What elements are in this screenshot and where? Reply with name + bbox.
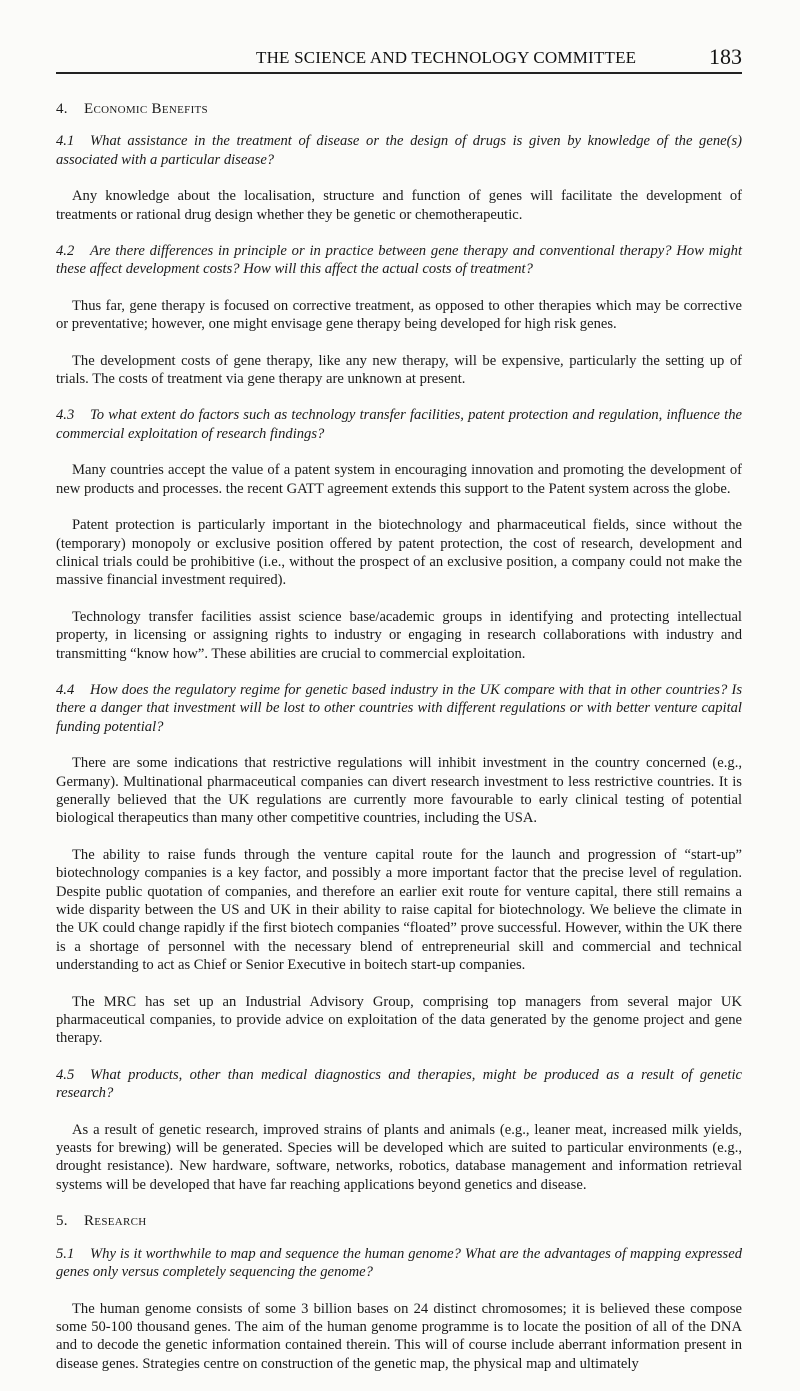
section-title: Research — [84, 1213, 147, 1230]
question-number: 4.3 — [56, 407, 75, 424]
question-text: What products, other than medical diagnostics and therapies, might be produced as a result of genetic research? — [56, 1066, 742, 1102]
question-text: Why is it worthwhile to map and sequence the human genome? What are the advantages of mapping expressed genes only versus completely sequencing the genome? — [56, 1245, 742, 1281]
section-heading-5 — [56, 1212, 742, 1230]
paragraph: Patent protection is particularly important in the biotechnology and pharmaceutical fields, since without the (temporary) monopoly or exclusive position offered by patent protection, the cost of research, development and clinical trials could be prohibitive (i.e., without the prospect of an exclusive position, a company could not make the massive financial investment required). — [56, 517, 742, 589]
question-4-1 — [56, 132, 742, 169]
paragraph: Any knowledge about the localisation, structure and function of genes will facilitate the development of treatments or rational drug design whether they be genetic or chemotherapeutic. — [56, 188, 742, 223]
question-text: What assistance in the treatment of disease or the design of drugs is given by knowledge of the gene(s) associated with a particular disease? — [56, 133, 742, 168]
paragraph: Thus far, gene therapy is focused on corrective treatment, as opposed to other therapies which may be corrective or preventative; however, one might envisage gene therapy being developed for high risk genes. — [56, 297, 742, 333]
question-number: 5.1 — [56, 1245, 75, 1262]
header-rule — [56, 72, 742, 74]
section-number: 5. — [56, 1213, 68, 1230]
section-heading-4 — [56, 100, 742, 118]
paragraph: The human genome consists of some 3 billion bases on 24 distinct chromosomes; it is believed these compose some 50-100 thousand genes. The aim of the human genome programme is to locate the position of all of the DNA and to decode the genetic information contained therein. This will of course include aberrant information present in disease genes. Strategies centre on construction of the genetic map, the physical map and ultimately — [56, 1300, 742, 1372]
question-text: Are there differences in principle or in practice between gene therapy and conventional therapy? How might these affect development costs? How will this affect the actual costs of treatment? — [56, 243, 742, 278]
question-number: 4.2 — [56, 243, 75, 260]
paragraph: As a result of genetic research, improved strains of plants and animals (e.g., leaner meat, increased milk yields, yeasts for brewing) will be generated. Species will be developed which are suited to particular environments (e.g., drought resistance). New hardware, software, networks, robotics, database management and information retrieval systems will be developed that have far reaching applications beyond genetics and disease. — [56, 1121, 742, 1193]
running-title: THE SCIENCE AND TECHNOLOGY COMMITTEE — [256, 48, 637, 67]
question-4-5 — [56, 1066, 742, 1103]
paragraph: The development costs of gene therapy, like any new therapy, will be expensive, particularly the setting up of trials. The costs of treatment via gene therapy are unknown at present. — [56, 352, 742, 388]
paragraph: There are some indications that restrictive regulations will inhibit investment in the country concerned (e.g., Germany). Multinational pharmaceutical companies can divert research investment to less restrictive countries. It is generally believed that the UK regulations are currently more favourable to early clinical testing of potential biological therapeutics than many other competitive countries, including the USA. — [56, 755, 742, 827]
paragraph: The ability to raise funds through the venture capital route for the launch and progression of “start-up” biotechnology companies is a key factor, and possibly a more important factor that the precise level of regulation. Despite public quotation of companies, and therefore an earlier exit route for venture capital, there still remains a wide disparity between the US and UK in their ability to raise capital for biotechnology. We believe the climate in the UK could change rapidly if the first biotech companies “floated” prove successful. However, within the UK there is a shortage of personnel with the necessary blend of entrepreneurial skill and commercial and technical understanding to act as Chief or Senior Executive in boitech start-up companies. — [56, 846, 742, 974]
paragraph: Technology transfer facilities assist science base/academic groups in identifying and protecting intellectual property, in licensing or assigning rights to industry or engaging in research collaborations with industry and transmitting “know how”. These abilities are crucial to commercial exploitation. — [56, 608, 742, 662]
question-4-4 — [56, 681, 742, 736]
question-4-3 — [56, 406, 742, 443]
running-header — [56, 44, 742, 70]
question-4-2 — [56, 242, 742, 279]
question-number: 4.5 — [56, 1066, 75, 1083]
paragraph: The MRC has set up an Industrial Advisory Group, comprising top managers from several major UK pharmaceutical companies, to provide advice on exploitation of the data generated by the genome project and gene therapy. — [56, 993, 742, 1047]
page-number: 183 — [709, 44, 742, 69]
question-text: How does the regulatory regime for genetic based industry in the UK compare with that in other countries? Is there a danger that investment will be lost to other countries with different regulations or with better venture capital funding potential? — [56, 681, 742, 735]
page-body — [56, 100, 742, 1391]
section-number: 4. — [56, 101, 68, 117]
question-number: 4.1 — [56, 133, 75, 150]
question-5-1 — [56, 1245, 742, 1282]
section-title: Economic Benefits — [84, 101, 208, 117]
question-number: 4.4 — [56, 681, 75, 698]
paragraph: Many countries accept the value of a patent system in encouraging innovation and promoting the development of new products and processes. the recent GATT agreement extends this support to the Patent system across the globe. — [56, 462, 742, 497]
question-text: To what extent do factors such as technology transfer facilities, patent protection and regulation, influence the commercial exploitation of research findings? — [56, 407, 742, 442]
